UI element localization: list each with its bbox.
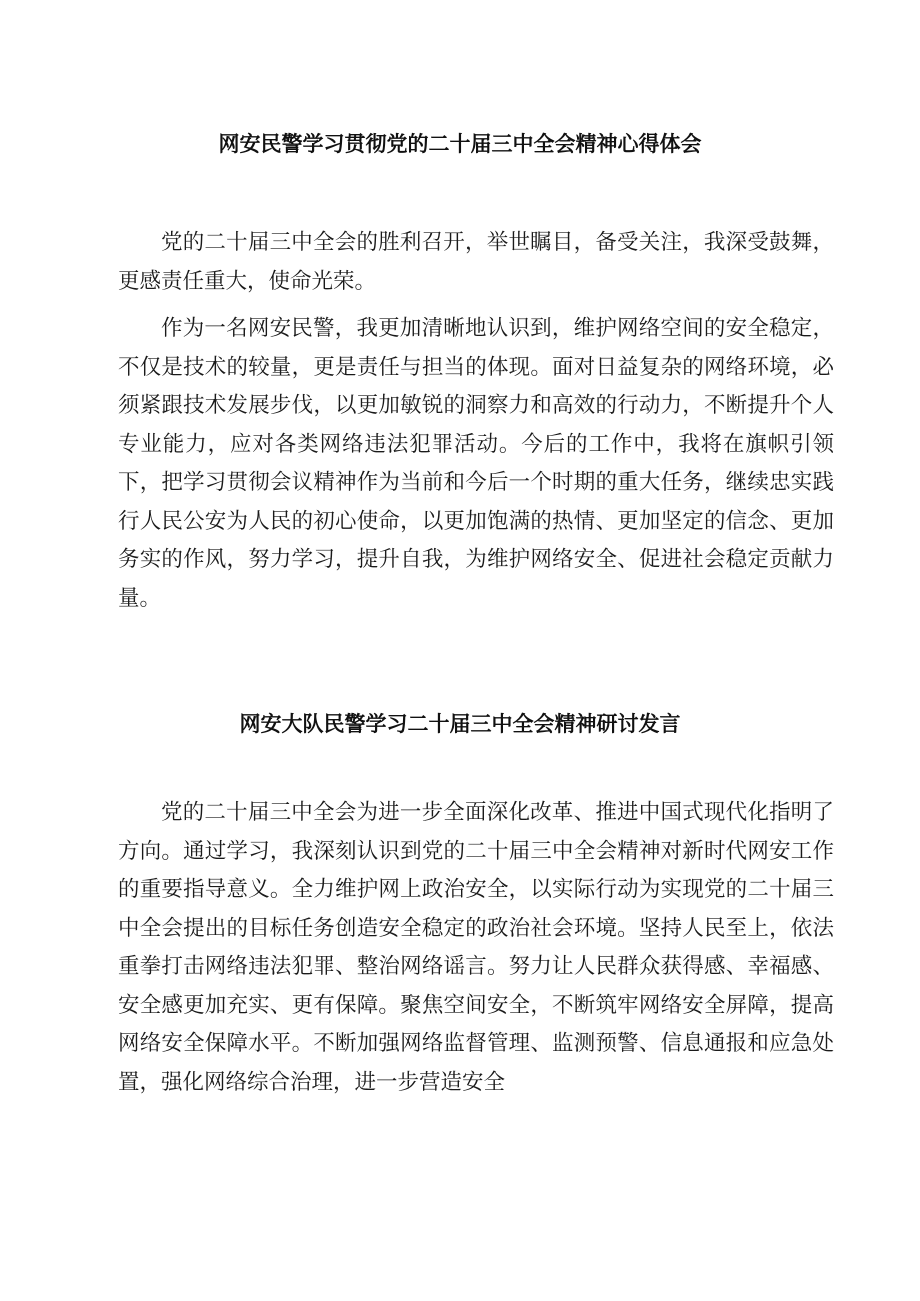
section-1-title: 网安民警学习贯彻党的二十届三中全会精神心得体会 <box>218 132 702 156</box>
section-2-title: 网安大队民警学习二十届三中全会精神研讨发言 <box>239 712 681 736</box>
section-2-paragraph-1: 党的二十届三中全会为进一步全面深化改革、推进中国式现代化指明了方向。通过学习，我深刻认识到党的二十届三中全会精神对新时代网安工作的重要指导意义。全力维护网上政治安全，以实际行动为实现党的二十届三中全会提出的目标任务创造安全稳定的政治社会环境。坚持人民至上，依法重拳打击网络违法犯罪、整治网络谣言。努力让人民群众获得感、幸福感、安全感更加充实、更有保障。聚焦空间安全，不断筑牢网络安全屏障，提高网络安全保障水平。不断加强网络监督管理、监测预警、信息通报和应急处置，强化网络综合治理，进一步营造安全 <box>118 800 834 1095</box>
section-1-paragraph-2: 作为一名网安民警，我更加清晰地认识到，维护网络空间的安全稳定，不仅是技术的较量，更是责任与担当的体现。面对日益复杂的网络环境，必须紧跟技术发展步伐，以更加敏锐的洞察力和高效的行动力，不断提升个人专业能力，应对各类网络违法犯罪活动。今后的工作中，我将在旗帜引领下，把学习贯彻会议精神作为当前和今后一个时期的重大任务，继续忠实践行人民公安为人民的初心使命，以更加饱满的热情、更加坚定的信念、更加务实的作风，努力学习，提升自我，为维护网络安全、促进社会稳定贡献力量。 <box>118 316 834 611</box>
section-1-paragraph-1: 党的二十届三中全会的胜利召开，举世瞩目，备受关注，我深受鼓舞，更感责任重大，使命光荣。 <box>118 230 834 294</box>
